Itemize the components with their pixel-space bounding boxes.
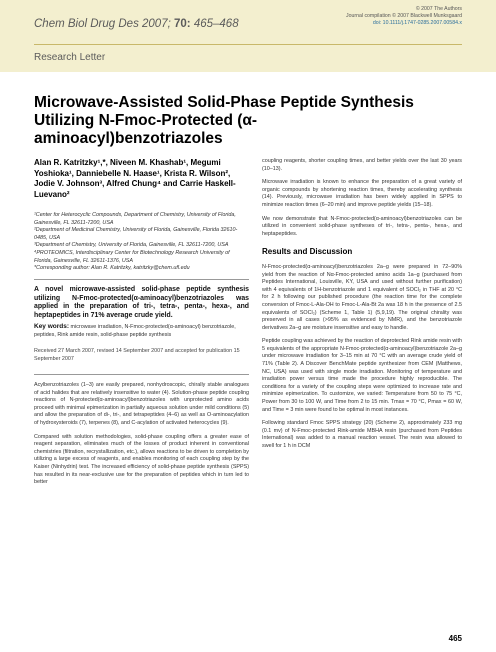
- journal-pages: 465–468: [193, 18, 239, 30]
- paragraph: Compared with solution methodologies, solid-phase coupling offers a greater ease of reagent separation, eliminates much of the losses of product inherent in conventional chemistries (filtration, recrystallization, etc.), allows reactions to be driven to completion by utilizing a large excess of reagents, and enables monitoring of each coupling step by the Kaiser (Ninhydrin) test. The increased efficiency of solid-phase peptide synthesis (SPPS) has resulted in its near-exclusive use for the preparation of peptides which in turn led to better: [34, 433, 249, 486]
- header-divider: [34, 44, 462, 45]
- paragraph: We now demonstrate that N-Fmoc-protected(α-aminoacyl)benzotriazoles can be utilized in convenient solid-phase syntheses of tri-, tetra-, penta-, hexa-, and heptapeptides.: [262, 215, 462, 237]
- section-heading: Results and Discussion: [262, 247, 353, 257]
- abstract: A novel microwave-assisted solid-phase peptide synthesis utilizing N-Fmoc-protected(α-aminoacyl)benzotriazoles was applied in the preparation of tri-, tetra-, penta-, hexa-, and heptapeptides in 71% average crude yield.: [34, 286, 249, 319]
- doi-link[interactable]: doi: 10.1111/j.1747-0285.2007.00584.x: [372, 20, 462, 26]
- paragraph: Following standard Fmoc SPPS strategy (20) (Scheme 2), approximately 233 mg (0.1 mv) of N-Fmoc-protected Rink-amide MBHA resin (purchased from Peptides International) was added to a manual reaction vessel. The resin was allowed to swell for 1 h in DCM: [262, 420, 462, 449]
- author-list: Alan R. Katritzky¹,*, Niveen M. Khashab¹, Megumi Yoshioka¹, Danniebelle N. Haase¹, Krista R. Wilson², Jodie V. Johnson³, Alfred Chung⁴ and Carrie Haskell-Luevano²: [34, 158, 236, 199]
- abstract-bottom-rule: [34, 374, 249, 375]
- affiliation-1: ¹Center for Heterocyclic Compounds, Department of Chemistry, University of Florida, Gainesville, FL 32611-7200, USA: [34, 212, 236, 226]
- journal-citation: [34, 18, 239, 30]
- paragraph: Microwave irradiation is known to enhance the preparation of a great variety of organic compounds by shortening reaction times, thereby accelerating synthesis (14). Previously, microwave irradiation has been widely applied in SPPS to minimize reaction times (6–20 min) and improve peptide yields (15–18).: [262, 179, 462, 208]
- body-column-left: [34, 382, 249, 493]
- paragraph: N-Fmoc-protected(α-aminoacyl)benzotriazoles 2a–g were prepared in 72–90% yield from the reaction of Nα-Fmoc-protected amino acids 1a–g (purchased from Peptides International, Louisville, KY, USA and used without further purification) with 4 equivalents of 1H-benzotriazole and 1 equivalent of SOCl₂ in THF at 20 °C for 2 h following our published procedure (the reaction time for the complete conversion of Fmoc-L-Ala-OH to Fmoc-L-Ala-Bt 2a was 18 h in the presence of 2.5 equivalents of SOCl₂) (Scheme 1, Table 1) (5,9,19). The original chirality was preserved in all cases (>95% as evidenced by NMR), and the benzotriazole derivatives 2a–g are moisture insensitive and easy to handle.: [262, 263, 462, 331]
- copyright-block: [346, 6, 462, 27]
- page-number: 465: [448, 634, 462, 643]
- affiliations: [34, 212, 249, 273]
- journal-volume: 70:: [174, 18, 191, 30]
- corresponding-author: *Corresponding author: Alan R. Katritzky, katritzky@chem.ufl.edu: [34, 265, 190, 272]
- paragraph: Acylbenzotriazoles (1–3) are easily prepared, nonhydroscopic, chirally stable analogues of acid halides that are relatively insensitive to water (4). Solution-phase peptide coupling reactions of N-protected(α-aminoacyl)benzotriazoles with unprotected amino acids proceed with minimal epimerization in partially aqueous solution under mild conditions (5) and allow the preparation of di-, tri-, and tetrapeptides (4–6) as well as O-aminoacylation of hydroxysteroids (7), terpenes (8), and C-acylation of activated heterocycles (9).: [34, 382, 249, 426]
- compilation-line: Journal compilation © 2007 Blackwell Munksgaard: [346, 13, 462, 19]
- paragraph: coupling reagents, shorter coupling times, and better yields over the last 30 years (10–13).: [262, 158, 462, 172]
- keywords: [34, 323, 249, 339]
- affiliation-2: ²Department of Medicinal Chemistry, University of Florida, Gainesville, Florida 32610-0485, USA: [34, 227, 238, 241]
- keywords-label: Key words:: [34, 323, 70, 330]
- paragraph: Peptide coupling was achieved by the reaction of deprotected Rink amide resin with 5 equivalents of the appropriate N-Fmoc-protected(α-aminoacyl)benzotriazole 2a–g under microwave irradiation for 3–15 min at 70 °C with an average crude yield of 71% (Table 2). A Discover BenchMate peptide synthesizer from CEM (Matthews, NC, USA) was used with single mode irradiation. Monitoring of temperature and irradiation power versus time made the procedure highly reproducible. The conditions for a variety of the coupling steps were optimized to increase rate and minimize epimerization. To customize, we varied: Temperature from 50 to 75 °C, Power from 30 to 100 W, and Time from 2 to 15 min. Tmax = 70 °C, Pmax = 60 W, and Time = 3 min were found to be optimal in most instances.: [262, 338, 462, 413]
- body-column-right: [262, 158, 462, 457]
- copyright-line: © 2007 The Authors: [415, 6, 462, 12]
- abstract-top-rule: [34, 279, 249, 280]
- received-dates: Received 27 March 2007, revised 14 September 2007 and accepted for publication 15 September 2007: [34, 348, 240, 362]
- article-title: Microwave-Assisted Solid-Phase Peptide Synthesis Utilizing N-Fmoc-Protected (α-aminoacyl)benzotriazoles: [34, 94, 414, 147]
- affiliation-3: ³Department of Chemistry, University of Florida, Gainesville, FL 32611-7200, USA: [34, 242, 229, 249]
- affiliation-4: ⁴PROTEOMICS, Interdisciplinary Center for Biotechnology Research University of Florida, Gainesville, FL 32611-1376, USA: [34, 249, 230, 264]
- journal-name: Chem Biol Drug Des 2007;: [34, 18, 171, 30]
- keywords-text: microwave irradiation, N-Fmoc-protected(α-aminoacyl) benzotriazole, peptides, Rink amide resin, solid-phase peptide synthesis: [34, 324, 236, 338]
- section-label: Research Letter: [34, 52, 106, 63]
